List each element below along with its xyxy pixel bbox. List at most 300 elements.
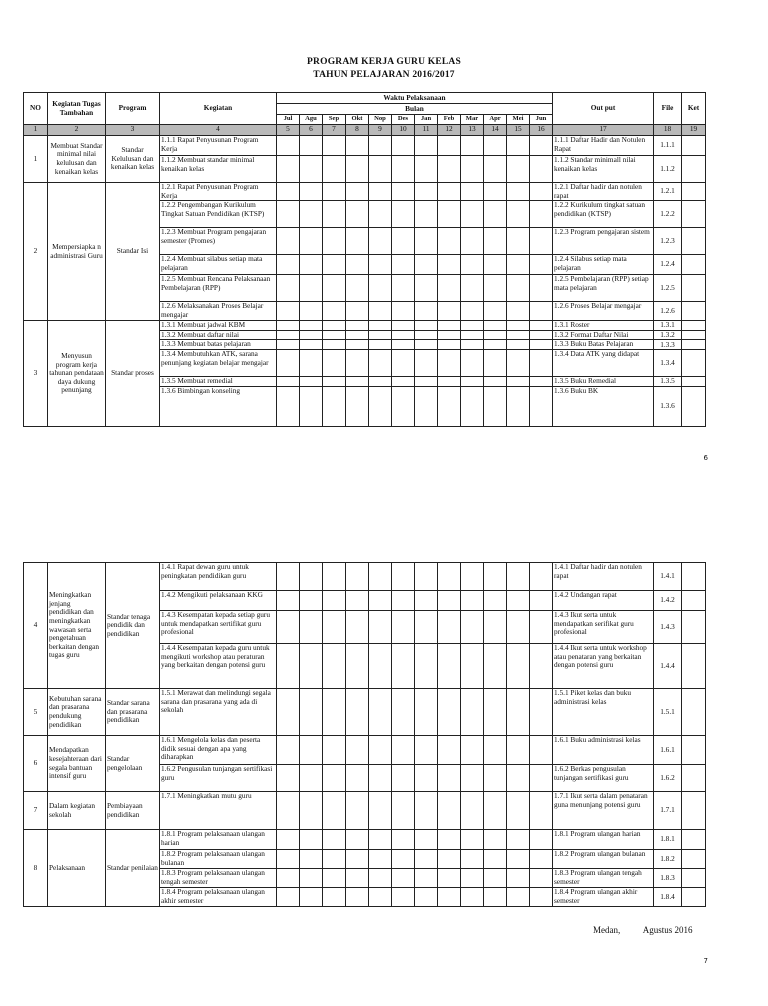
month-cell [277,563,300,591]
month-cell [415,689,438,736]
output-cell: 1.6.2 Berkas pengusulan tunjangan sertifikasi guru [553,765,654,792]
month-cell [530,689,553,736]
ket-cell [682,330,706,340]
month-cell [369,386,392,426]
month-cell [530,228,553,255]
month-cell [530,644,553,689]
month-cell [277,183,300,201]
month-cell [484,850,507,869]
month-cell [507,201,530,228]
month-cell [277,321,300,331]
kegiatan-cell: 1.8.4 Program pelaksanaan ulangan akhir semester [160,888,277,907]
month-cell [346,255,369,275]
month-cell [300,850,323,869]
month-cell [346,563,369,591]
column-number: 12 [438,125,461,136]
month-cell [484,644,507,689]
file-cell: 1.3.2 [654,330,682,340]
header-month: Jan [415,115,438,125]
output-cell: 1.1.2 Standar minimall nilai kenaikan kelas [553,156,654,183]
month-cell [392,850,415,869]
month-cell [277,255,300,275]
header-month: Des [392,115,415,125]
month-cell [530,330,553,340]
ket-cell [682,136,706,156]
ket-cell [682,228,706,255]
month-cell [415,830,438,850]
month-cell [438,275,461,302]
month-cell [484,888,507,907]
month-cell [392,644,415,689]
section-number: 5 [24,689,48,736]
month-cell [461,201,484,228]
month-cell [530,156,553,183]
month-cell [530,563,553,591]
month-cell [438,183,461,201]
month-cell [415,183,438,201]
month-cell [438,201,461,228]
file-cell: 1.4.1 [654,563,682,591]
output-cell: 1.3.1 Roster [553,321,654,331]
month-cell [507,321,530,331]
month-cell [530,201,553,228]
file-cell: 1.8.3 [654,869,682,888]
month-cell [300,156,323,183]
month-cell [507,644,530,689]
header-output: Out put [553,93,654,125]
month-cell [323,350,346,377]
month-cell [484,611,507,644]
file-cell: 1.2.2 [654,201,682,228]
month-cell [461,377,484,387]
month-cell [484,591,507,611]
section-tugas: Pelaksanaan [48,830,106,907]
month-cell [369,275,392,302]
month-cell [484,350,507,377]
month-cell [323,736,346,765]
section-program: Standar penilaian [106,830,160,907]
table-row [24,183,706,201]
ket-cell [682,350,706,377]
file-cell: 1.8.1 [654,830,682,850]
month-cell [323,888,346,907]
month-cell [484,302,507,321]
month-cell [323,321,346,331]
month-cell [461,563,484,591]
header-month: Okt [346,115,369,125]
month-cell [392,792,415,830]
page-number: 7 [703,957,708,965]
kegiatan-cell: 1.2.1 Rapat Penyusunan Program Kerja [160,183,277,201]
month-cell [323,611,346,644]
month-cell [461,869,484,888]
section-tugas: Kebutuhan sarana dan prasarana pendukung pendidikan [48,689,106,736]
month-cell [300,888,323,907]
kegiatan-cell: 1.4.4 Kesempatan kepada guru untuk mengikuti workshop atau peraturan yang berkaitan dengan potensi guru [160,644,277,689]
month-cell [438,255,461,275]
month-cell [530,377,553,387]
ket-cell [682,340,706,350]
month-cell [415,644,438,689]
month-cell [507,136,530,156]
month-cell [323,156,346,183]
file-cell: 1.1.2 [654,156,682,183]
column-number: 19 [682,125,706,136]
month-cell [438,386,461,426]
month-cell [300,644,323,689]
month-cell [277,689,300,736]
month-cell [438,228,461,255]
month-cell [415,563,438,591]
month-cell [507,377,530,387]
output-cell: 1.1.1 Daftar Hadir dan Notulen Rapat [553,136,654,156]
ket-cell [682,869,706,888]
month-cell [277,156,300,183]
month-cell [438,591,461,611]
column-number: 10 [392,125,415,136]
month-cell [507,350,530,377]
month-cell [530,765,553,792]
month-cell [277,201,300,228]
month-cell [415,302,438,321]
month-cell [507,156,530,183]
month-cell [277,736,300,765]
month-cell [277,340,300,350]
output-cell: 1.4.1 Daftar hadir dan notulen rapat [553,563,654,591]
month-cell [277,792,300,830]
month-cell [438,563,461,591]
month-cell [461,591,484,611]
month-cell [392,136,415,156]
month-cell [438,302,461,321]
month-cell [323,183,346,201]
column-number: 17 [553,125,654,136]
month-cell [507,563,530,591]
month-cell [461,350,484,377]
month-cell [277,302,300,321]
month-cell [461,156,484,183]
kegiatan-cell: 1.4.1 Rapat dewan guru untuk peningkatan pendidikan guru [160,563,277,591]
month-cell [530,888,553,907]
column-number: 4 [160,125,277,136]
month-cell [461,228,484,255]
month-cell [392,350,415,377]
month-cell [461,386,484,426]
month-cell [323,302,346,321]
month-cell [530,255,553,275]
ket-cell [682,201,706,228]
month-cell [323,689,346,736]
document-subtitle: TAHUN PELAJARAN 2016/2017 [313,70,455,80]
month-cell [392,156,415,183]
month-cell [484,330,507,340]
header-month: Apr [484,115,507,125]
ket-cell [682,736,706,765]
header-month: Jul [277,115,300,125]
month-cell [346,765,369,792]
file-cell: 1.3.3 [654,340,682,350]
section-tugas: Membuat Standar minimal nilai kelulusan dan kenaikan kelas [48,136,106,183]
month-cell [530,869,553,888]
month-cell [507,228,530,255]
month-cell [300,330,323,340]
month-cell [415,275,438,302]
month-cell [507,340,530,350]
column-number: 13 [461,125,484,136]
output-cell: 1.3.2 Format Daftar Nilai [553,330,654,340]
month-cell [300,869,323,888]
month-cell [346,689,369,736]
month-cell [415,350,438,377]
output-cell: 1.3.6 Buku BK [553,386,654,426]
output-cell: 1.4.3 Ikut serta untuk mendapatkan serifikat guru profesional [553,611,654,644]
month-cell [415,386,438,426]
ket-cell [682,850,706,869]
output-cell: 1.3.5 Buku Remedial [553,377,654,387]
file-cell: 1.4.3 [654,611,682,644]
table-row [24,689,706,736]
month-cell [461,136,484,156]
column-number: 6 [300,125,323,136]
file-cell: 1.8.2 [654,850,682,869]
month-cell [438,340,461,350]
ket-cell [682,563,706,591]
file-cell: 1.6.1 [654,736,682,765]
month-cell [484,321,507,331]
ket-cell [682,689,706,736]
month-cell [415,611,438,644]
month-cell [369,340,392,350]
month-cell [300,386,323,426]
month-cell [415,156,438,183]
month-cell [323,765,346,792]
header-month: Mar [461,115,484,125]
section-program: Standar pengelolaan [106,736,160,792]
output-cell: 1.2.3 Program pengajaran sistem [553,228,654,255]
month-cell [438,765,461,792]
month-cell [438,850,461,869]
section-program: Standar sarana dan prasarana pendidikan [106,689,160,736]
header-month: Feb [438,115,461,125]
month-cell [530,386,553,426]
month-cell [369,611,392,644]
kegiatan-cell: 1.2.5 Membuat Rencana Pelaksanaan Pembelajaran (RPP) [160,275,277,302]
month-cell [461,850,484,869]
month-cell [415,850,438,869]
month-cell [277,850,300,869]
month-cell [277,275,300,302]
month-cell [392,611,415,644]
month-cell [323,228,346,255]
month-cell [484,736,507,765]
month-cell [530,302,553,321]
month-cell [346,275,369,302]
output-cell: 1.4.4 Ikut serta untuk workshop atau penataran yang berkaitan dengan potensi guru [553,644,654,689]
section-tugas: Menyusun program kerja tahunan pendataan daya dukung penunjang [48,321,106,427]
month-cell [300,340,323,350]
month-cell [346,183,369,201]
column-number: 5 [277,125,300,136]
file-cell: 1.5.1 [654,689,682,736]
month-cell [369,321,392,331]
month-cell [300,591,323,611]
section-number: 2 [24,183,48,321]
ket-cell [682,386,706,426]
table-row [24,321,706,331]
kegiatan-cell: 1.1.1 Rapat Penyusunan Program Kerja [160,136,277,156]
month-cell [323,255,346,275]
column-number: 1 [24,125,48,136]
month-cell [369,689,392,736]
month-cell [392,689,415,736]
month-cell [392,228,415,255]
month-cell [392,736,415,765]
file-cell: 1.2.1 [654,183,682,201]
signature-date: Agustus 2016 [642,925,693,935]
table-row [24,830,706,850]
section-tugas: Mendapatkan kesejahteraan dari segala bantuan intensif guru [48,736,106,792]
column-number: 3 [106,125,160,136]
month-cell [484,689,507,736]
month-cell [484,792,507,830]
month-cell [392,302,415,321]
month-cell [484,255,507,275]
month-cell [369,888,392,907]
month-cell [461,689,484,736]
month-cell [507,850,530,869]
month-cell [484,563,507,591]
month-cell [392,255,415,275]
file-cell: 1.3.6 [654,386,682,426]
month-cell [392,888,415,907]
month-cell [507,302,530,321]
month-cell [277,350,300,377]
ket-cell [682,830,706,850]
month-cell [392,330,415,340]
month-cell [369,183,392,201]
month-cell [530,736,553,765]
month-cell [415,255,438,275]
output-cell: 1.2.5 Pembelajaran (RPP) setiap mata pelajaran [553,275,654,302]
month-cell [415,792,438,830]
output-cell: 1.8.1 Program ulangan harian [553,830,654,850]
page-number: 6 [703,454,708,462]
month-cell [392,765,415,792]
section-tugas: Dalam kegiatan sekolah [48,792,106,830]
file-cell: 1.2.4 [654,255,682,275]
section-program: Pembiayaan pendidikan [106,792,160,830]
month-cell [415,869,438,888]
signature-place: Medan, [593,925,621,935]
month-cell [323,792,346,830]
column-number: 16 [530,125,553,136]
month-cell [438,611,461,644]
section-number: 4 [24,563,48,689]
month-cell [484,765,507,792]
month-cell [507,591,530,611]
month-cell [438,136,461,156]
month-cell [507,869,530,888]
month-cell [530,591,553,611]
month-cell [300,377,323,387]
month-cell [392,830,415,850]
column-number: 2 [48,125,106,136]
month-cell [530,792,553,830]
month-cell [369,255,392,275]
month-cell [461,330,484,340]
month-cell [438,689,461,736]
month-cell [392,377,415,387]
month-cell [392,869,415,888]
month-cell [346,386,369,426]
month-cell [369,136,392,156]
month-cell [300,255,323,275]
month-cell [346,644,369,689]
month-cell [415,888,438,907]
month-cell [438,350,461,377]
month-cell [530,321,553,331]
month-cell [415,201,438,228]
month-cell [369,563,392,591]
month-cell [484,340,507,350]
section-program: Standar tenaga pendidik dan pendidikan [106,563,160,689]
column-number: 9 [369,125,392,136]
month-cell [369,765,392,792]
month-cell [323,201,346,228]
month-cell [300,736,323,765]
month-cell [415,228,438,255]
month-cell [461,340,484,350]
work-program-table-page-1 [23,92,706,427]
header-bulan: Bulan [277,104,553,115]
file-cell: 1.2.5 [654,275,682,302]
month-cell [323,136,346,156]
kegiatan-cell: 1.3.4 Membutuhkan ATK, sarana penunjang kegiatan belajar mengajar [160,350,277,377]
table-row [24,563,706,591]
month-cell [369,736,392,765]
output-cell: 1.3.4 Data ATK yang didapat [553,350,654,377]
month-cell [461,183,484,201]
month-cell [461,792,484,830]
month-cell [392,321,415,331]
kegiatan-cell: 1.4.2 Mengikuti pelaksanaan KKG [160,591,277,611]
month-cell [346,611,369,644]
output-cell: 1.7.1 Ikut serta dalam penataran guna menunjang potensi guru [553,792,654,830]
kegiatan-cell: 1.3.1 Membuat jadwal KBM [160,321,277,331]
kegiatan-cell: 1.1.2 Membuat standar minimal kenaikan kelas [160,156,277,183]
file-cell: 1.4.2 [654,591,682,611]
output-cell: 1.8.3 Program ulangan tengah semester [553,869,654,888]
month-cell [300,183,323,201]
month-cell [461,736,484,765]
month-cell [300,302,323,321]
file-cell: 1.6.2 [654,765,682,792]
month-cell [438,830,461,850]
month-cell [530,350,553,377]
section-tugas: Meningkatkan jenjang pendidikan dan meningkatkan wawasan serta pengetahuan berkaitan dengan tugas guru [48,563,106,689]
month-cell [438,644,461,689]
kegiatan-cell: 1.8.2 Program pelaksanaan ulangan bulanan [160,850,277,869]
kegiatan-cell: 1.4.3 Kesempatan kepada setiap guru untuk mendapatkan sertifikat guru profesional [160,611,277,644]
month-cell [346,591,369,611]
output-cell: 1.6.1 Buku administrasi kelas [553,736,654,765]
section-number: 8 [24,830,48,907]
month-cell [346,350,369,377]
month-cell [346,830,369,850]
month-cell [300,201,323,228]
month-cell [484,275,507,302]
month-cell [346,736,369,765]
